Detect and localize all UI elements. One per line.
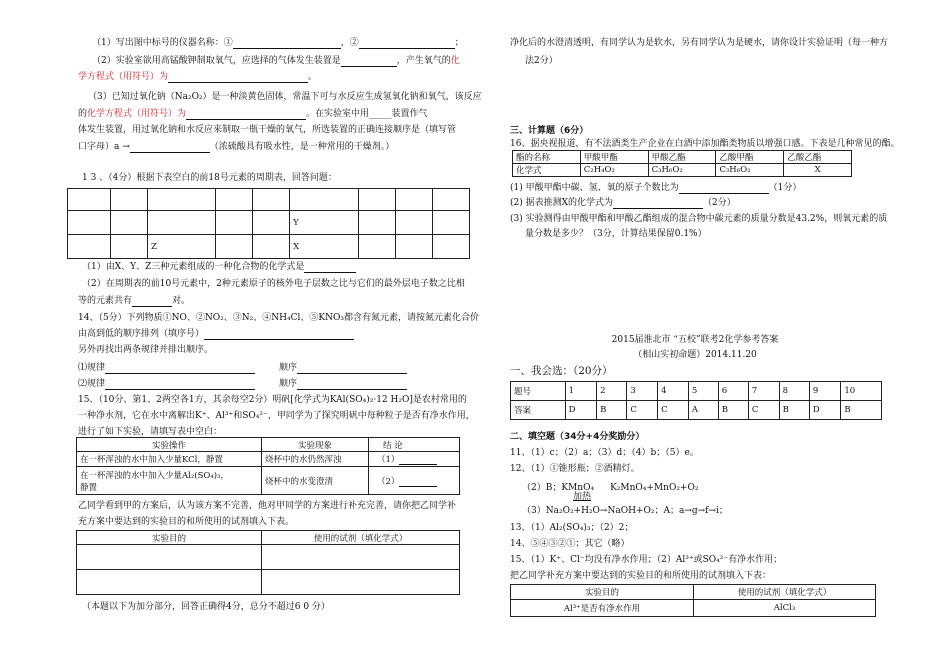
q15-after1: 乙同学看到甲的方案后，认为该方案不完善，他对甲同学的方案进行补充完善，请你把乙同学补 xyxy=(78,501,457,511)
q15-line3: 进行了如下实验，请填写表中空白： xyxy=(78,427,223,437)
q13-sub1: （1）由X、Y、Z三种元素组成的一种化合物的化学式是 xyxy=(82,261,356,273)
q15-continued-b: 法2分） xyxy=(525,56,558,66)
answer-blank[interactable] xyxy=(399,454,437,465)
answer-12-2: （2）B；KMnO₄ K₂MnO₄+MnO₂+O₂ xyxy=(522,483,699,493)
answer-12-3: （3）Na₂O₂+H₂O→NaOH+O₂；A；a→g→f→i； xyxy=(522,506,728,516)
answer-blank[interactable] xyxy=(132,296,172,307)
answer-11: 11、（1）c；（2）a；（3）d；（4）b；（5）e。 xyxy=(510,448,699,458)
q12-part2-b: 学方程式（用符号）为 。 xyxy=(78,72,318,82)
answer-blank[interactable] xyxy=(168,72,308,83)
answer-blank[interactable] xyxy=(304,262,356,273)
answer-blank[interactable] xyxy=(359,38,455,49)
answer-blank[interactable] xyxy=(679,183,769,194)
answer-blank[interactable] xyxy=(233,38,341,49)
ester-table: 酯的名称 甲酸甲酯 甲酸乙酯 乙酸甲酯 乙酸乙酯 化学式 C₂H₄O₂ C₃H₆O₂ C₃H₆O₂ X xyxy=(512,150,852,177)
answer-14: 14、⑤④③②①；其它（略） xyxy=(510,539,630,549)
q16-2: (2) 据表推测X的化学式为 （2分） xyxy=(510,198,736,208)
answer-blank[interactable] xyxy=(341,56,397,67)
q12-part3-line2: 的化学方程式（用符号）为 。在实验室中用_____装置作气 xyxy=(78,109,428,119)
answer-key-title: 2015届淮北市 “五校”联考2化学参考答案 xyxy=(611,335,779,345)
answer-15: 15、（1）K⁺、Cl⁻均没有净水作用；（2）Al³⁺或SO₄²⁻有净水作用； xyxy=(510,555,783,565)
q15-continued: 净化后的水澄清透明，有同学认为是软水，另有同学认为是硬水，请你设计实验证明（每一种方 xyxy=(510,38,889,48)
q15-line1: 15、（10分、第1、2两空各1方，其余每空2分）明矾[化学式为KAl(SO₄)₂·12 H₂O]是农村常用的 xyxy=(78,395,467,405)
answer-blank[interactable] xyxy=(105,379,255,390)
answer-key-subtitle: （相山实初命题）2014.11.20 xyxy=(633,350,757,360)
q15-after2: 充方案中要达到的实验目的和所使用的试剂填入下表。 xyxy=(78,517,295,527)
q13-sub2: （2）在周期表的前10号元素中，2种元素原子的核外电子层数之比与它们的最外层电子数之比相 xyxy=(82,279,465,289)
q12-part1: （1）写出图中标号的仪器名称：① ，② ； xyxy=(92,38,464,48)
answer-blank[interactable] xyxy=(105,363,255,374)
q16-3-b: 量分数是多少？（3分，计算结果保留0.1%） xyxy=(525,229,707,239)
bonus-footnote: （本题以下为加分部分，回答正确得4分，总分不超过6 0 分） xyxy=(82,602,330,612)
answer-13: 13、（1）Al₂(SO₄)₃；（2）2； xyxy=(510,523,634,533)
answer-blank[interactable] xyxy=(613,198,703,209)
answer-15-b: 把乙同学补充方案中要达到的实验目的和所使用的试剂填入下表： xyxy=(510,571,772,581)
fill-section-title: 二、填空题（34分+4分奖励分） xyxy=(510,432,645,442)
answer-blank[interactable] xyxy=(399,476,437,487)
q12-part3-line4: 口字母）a → （浓硫酸具有吸水性，是一种常用的干燥剂。） xyxy=(78,142,395,152)
periodic-table xyxy=(67,188,470,259)
answer-blank[interactable] xyxy=(130,142,210,153)
answer-blank[interactable] xyxy=(297,363,407,374)
element-x: X xyxy=(290,235,359,259)
element-z: Z xyxy=(147,235,215,259)
mc-answer-table: 题号 1 2 3 4 5 6 7 8 9 10 答案 D B C C A B C B D B xyxy=(510,381,882,420)
q14-rule1: ⑴规律 顺序 xyxy=(78,362,407,374)
q12-part3-line1: （3）已知过氧化钠（Na₂O₂）是一种淡黄色固体，常温下可与水反应生成氢氧化钠和氧气，该反应 xyxy=(88,92,482,102)
element-y: Y xyxy=(290,211,359,235)
q16-3: (3) 实验测得由甲酸甲酯和甲酸乙酯组成的混合物中碳元素的质量分数是43.2%，则氧元素的质 xyxy=(510,214,888,224)
q15-supplement-table: 实验目的 使用的试剂（填化学式） xyxy=(76,530,460,595)
q14-line1: 14、（5分）下列物质①NO、②NO₂、③N₂、④NH₄Cl、⑤KNO₃都含有氮元素，请按氮元素化合价 xyxy=(78,313,479,323)
q14-rule2: ⑵规律 顺序 xyxy=(78,378,407,390)
q12-part3-line3: 体发生装置，用过氧化钠和水反应来制取一瓶干燥的氧气，所选装置的正确连接顺序是（填写管 xyxy=(78,125,457,135)
q13-title: 1 3 、（4分）根据下表空白的前18号元素的周期表，回答问题： xyxy=(82,173,337,183)
answer-blank[interactable] xyxy=(204,329,354,340)
q12-part2: （2）实验室欲用高锰酸钾制取氧气，应选择的气体发生装置是 ，产生氧气的化 xyxy=(92,56,460,66)
mc-section-title: 一、我会选：（20分） xyxy=(510,365,613,377)
q15-line2: 一种净水剂，它在水中离解出K⁺、Al³⁺和SO₄²⁻，甲同学为了探究明矾中每种粒子是否有净水作用， xyxy=(78,411,475,421)
answer-12-1: 12、（1）①锥形瓶；②酒精灯。 xyxy=(510,464,640,474)
answer-15-table: 实验目的 使用的试剂（填化学式） Al³⁺是否有净水作用 AlCl₃ xyxy=(510,584,876,617)
q15-experiment-table: 实验操作 实验现象 结 论 在一杯浑浊的水中加入少量KCl，静置 烧杯中的水仍然浑浊 （1） 在一杯浑浊的水中加入少量Al₂(SO₄)₃， 静置 烧杯中的水变澄清 （2） xyxy=(76,437,460,495)
answer-blank[interactable] xyxy=(186,109,306,120)
q14-line2: 由高到低的顺序排列（填序号） xyxy=(78,328,354,340)
q16-intro: 16、据央视报道，有不法酒类生产企业在白酒中添加酯类物质以增强口感。下表是几种常见的酯。 xyxy=(510,139,900,149)
answer-blank[interactable] xyxy=(297,379,407,390)
calc-section-title: 三、计算题（6分） xyxy=(510,126,589,136)
heat-condition: 加热 xyxy=(573,492,592,502)
q16-1: (1) 甲酸甲酯中碳、氢、氧的原子个数比为 （1分） xyxy=(510,183,802,193)
q13-sub2-b: 等的元素共有 对。 xyxy=(78,296,191,306)
q14-line3: 另外再找出两条规律并排出顺序。 xyxy=(78,345,214,355)
